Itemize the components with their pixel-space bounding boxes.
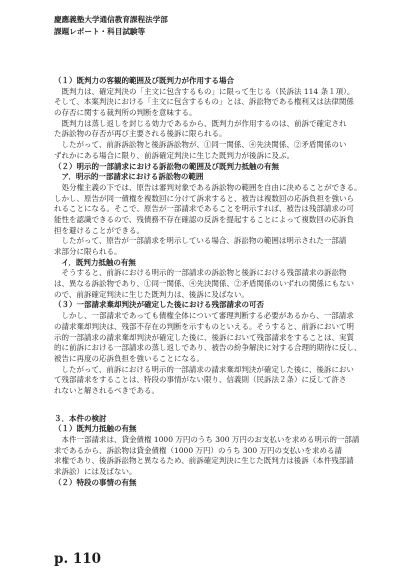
body-text-line: 示的一部請求の請求棄却判決が確定した後に、後訴において残部請求をすることは、実質 bbox=[54, 332, 354, 342]
body-text-line: 既判力は、確定判決の「主文に包含するもの」に限って生じる（民訴法 114 条１項）。 bbox=[54, 86, 355, 96]
document-body bbox=[54, 76, 378, 488]
document-header bbox=[54, 14, 168, 38]
body-text-line: れないと解されるべきである。 bbox=[54, 385, 159, 395]
body-text-line: の請求棄却判決は、残部不存在の判断を示すものといえる。そうすると、前訴において明 bbox=[54, 321, 354, 331]
body-text-line: 処分権主義の下では、原告は審判対象である訴訟物の範囲を自由に決めることができる。 bbox=[54, 182, 362, 192]
page-number: p. 110 bbox=[54, 551, 102, 567]
body-text-line: れることになる。そこで、原告が一部請求であることを明示すれば、被告は残部請求の可 bbox=[54, 204, 354, 214]
body-text-line: そして、本案判決における「主文に包含するもの」とは、訴訟物である権利又は法律関係 bbox=[54, 97, 354, 107]
body-text-line: そうすると、前訴における明示的一部請求の訴訟物と後訴における残部請求の訴訟物 bbox=[54, 268, 347, 278]
body-text-line: しかし、原告が同一債権を複数回に分けて訴求すると、被告は複数回の応訴負担を強いら bbox=[54, 193, 354, 203]
body-text-line: しかし、一部請求であっても債権全体について審理判断する必要があるから、一部請求 bbox=[54, 311, 354, 321]
section-heading: イ．既判力抵触の有無 bbox=[54, 257, 136, 267]
body-text-line: 既判力は蒸し返しを封じる効力であるから、既判力が作用するのは、前訴で確定され bbox=[54, 118, 347, 128]
body-text-line: 求部分に限られる。 bbox=[54, 247, 122, 256]
body-text-line: た訴訟物の存否が再び主要される後訴に限られる。 bbox=[54, 129, 227, 139]
body-text-line: ずれかにある場合に限り、前訴確定判決に生じた既判力が後訴に及ぶ。 bbox=[54, 150, 295, 160]
body-text-line: したがって、前訴における明示的一部請求の請求棄却判決が確定した後に、後訴におい bbox=[54, 364, 354, 374]
section-heading: ア．明示的一部請求における訴訟物の範囲 bbox=[54, 172, 204, 182]
body-text-line: の存否に関する裁判所の判断を意味する。 bbox=[54, 108, 197, 118]
body-text-line: 求権であり、後訴訴訟物と異なるため、前訴確定判決に生じた既判力は後訴（本件残部請 bbox=[54, 456, 354, 466]
section-heading: （２）特段の事情の有無 bbox=[54, 477, 137, 487]
body-text-line: 担を避けることができる。 bbox=[54, 225, 144, 235]
body-text-line: ので、前訴確定判決に生じた既判力は、後訴に及ばない。 bbox=[54, 289, 249, 299]
section-heading: （２）明示的一部請求における訴訟物の範囲及び既判力抵触の有無 bbox=[54, 161, 279, 171]
body-text-line: 求訴訟）には及ばない。 bbox=[54, 467, 137, 477]
header-university: 慶應義塾大学通信教育課程法学部 bbox=[54, 15, 168, 24]
body-text-line: 的に前訴における一部請求の蒸し返しであり、被告の紛争解決に対する合理的期待に反し、 bbox=[54, 343, 362, 353]
section-heading: （１）既判力抵触の有無 bbox=[54, 424, 137, 434]
section-heading: （１）既判力の客観的範囲及び既判力が作用する場合 bbox=[54, 76, 234, 85]
body-text-line: て残部請求をすることは、特段の事情がない限り、信義則（民訴法２条）に反して許さ bbox=[54, 375, 347, 385]
section-heading: （３）一部請求棄却判決が確定した後における残部請求の可否 bbox=[54, 300, 264, 310]
body-text-line: したがって、前訴訴訟物と後訴訴訟物が、①同一関係、④先決関係、②矛盾関係のい bbox=[54, 140, 347, 150]
body-text-line: 求であるから、訴訟物は貸金債権（1000 万円）のうち 300 万円の支払いを求める請 bbox=[54, 445, 343, 455]
section-heading: ３．本件の検討 bbox=[54, 413, 107, 423]
body-text-line: 本件一部請求は、貸金債権 1000 万円のうち 300 万円のお支払いを求める明示的一部請 bbox=[54, 435, 360, 444]
body-text-line: 能性を認識できるので、残債務不存在確認の反訴を提起することによって複数回の応訴負 bbox=[54, 214, 354, 224]
header-subtitle: 課題レポート・科目試験等 bbox=[54, 27, 146, 36]
body-text-line: 被告に再度の応訴負担を強いることになる。 bbox=[54, 353, 204, 363]
section-spacer bbox=[54, 397, 378, 414]
body-text-line: したがって、原告が一部請求を明示している場合、訴訟物の範囲は明示された一部請 bbox=[54, 236, 347, 246]
body-text-line: は、異なる訴訟物であり、①同一関係、④先決関係、②矛盾関係のいずれの関係にもない bbox=[54, 279, 354, 289]
